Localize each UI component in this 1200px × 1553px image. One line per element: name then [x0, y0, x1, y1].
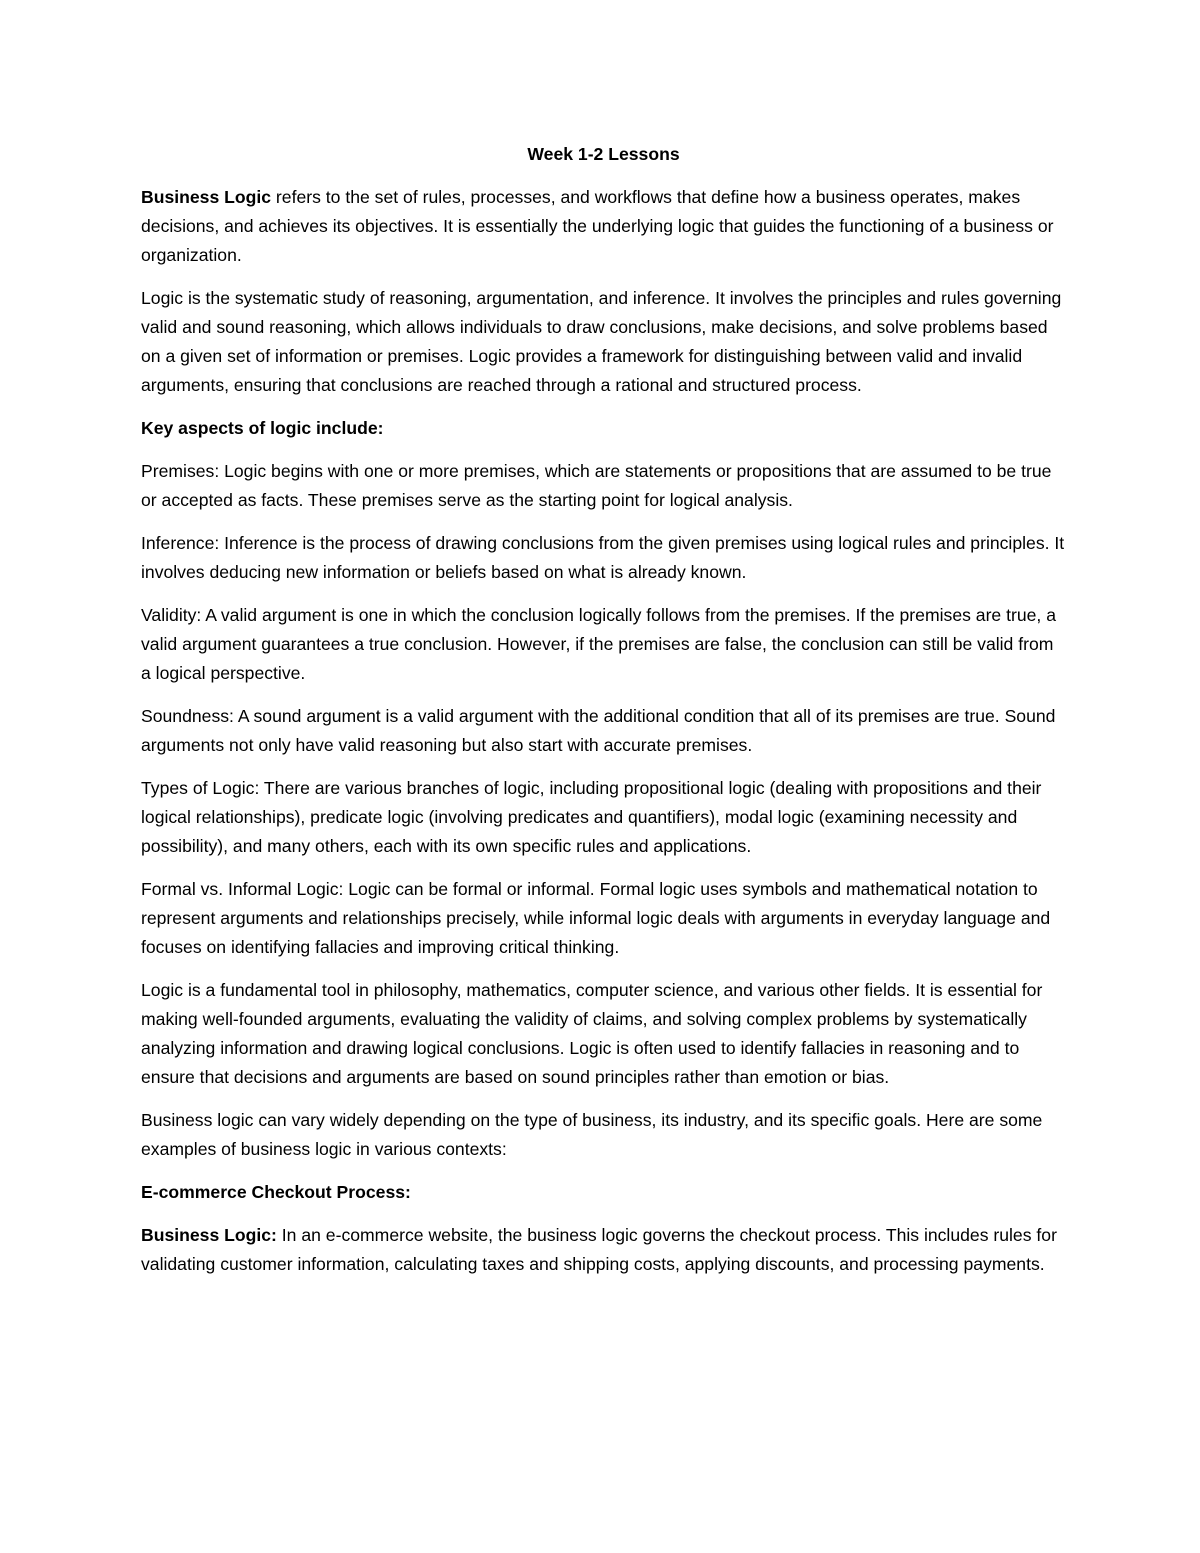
key-aspects-heading: Key aspects of logic include: [141, 418, 384, 438]
fundamental-tool-paragraph: Logic is a fundamental tool in philosophy, mathematics, computer science, and various other fields. It is essential for making well-founded arguments, evaluating the validity of claims, and solving complex problems by systematically analyzing information and drawing logical conclusions. Logic is often used to identify fallacies in reasoning and to ensure that decisions and arguments are based on sound principles rather than emotion or bias. [141, 980, 1043, 1087]
business-logic-varies-paragraph: Business logic can vary widely depending on the type of business, its industry, and its specific goals. Here are some examples of business logic in various contexts: [141, 1110, 1043, 1159]
premises-paragraph: Premises: Logic begins with one or more premises, which are statements or propositions that are assumed to be true or accepted as facts. These premises serve as the starting point for logical analysis. [141, 461, 1052, 510]
soundness-paragraph: Soundness: A sound argument is a valid argument with the additional condition that all of its premises are true. Sound arguments not only have valid reasoning but also start with accurate premises. [141, 706, 1056, 755]
intro-paragraph [141, 183, 1066, 270]
logic-definition-paragraph: Logic is the systematic study of reasoning, argumentation, and inference. It involves the principles and rules governing valid and sound reasoning, which allows individuals to draw conclusions, make decisions, and solve problems based on a given set of information or premises. Logic provides a framework for distinguishing between valid and invalid arguments, ensuring that conclusions are reached through a rational and structured process. [141, 288, 1062, 395]
formal-informal-paragraph: Formal vs. Informal Logic: Logic can be formal or informal. Formal logic uses symbols and mathematical notation to represent arguments and relationships precisely, while informal logic deals with arguments in everyday language and focuses on identifying fallacies and improving critical thinking. [141, 879, 1051, 957]
document-title: Week 1-2 Lessons [527, 144, 680, 164]
ecommerce-heading: E-commerce Checkout Process: [141, 1182, 411, 1202]
intro-lead: Business Logic [141, 187, 272, 207]
ecommerce-text: In an e-commerce website, the business logic governs the checkout process. This includes rules for validating customer information, calculating taxes and shipping costs, applying discounts, and processing payments. [141, 1225, 1057, 1274]
document-page [141, 140, 1066, 1293]
ecommerce-paragraph [141, 1221, 1066, 1279]
intro-text: refers to the set of rules, processes, and workflows that define how a business operates, makes decisions, and achieves its objectives. It is essentially the underlying logic that guides the functioning of a business or organization. [141, 187, 1054, 265]
ecommerce-lead: Business Logic: [141, 1225, 277, 1245]
types-of-logic-paragraph: Types of Logic: There are various branches of logic, including propositional logic (dealing with propositions and their logical relationships), predicate logic (involving predicates and quantifiers), modal logic (examining necessity and possibility), and many others, each with its own specific rules and applications. [141, 778, 1042, 856]
inference-paragraph: Inference: Inference is the process of drawing conclusions from the given premises using logical rules and principles. It involves deducing new information or beliefs based on what is already known. [141, 533, 1065, 582]
validity-paragraph: Validity: A valid argument is one in which the conclusion logically follows from the premises. If the premises are true, a valid argument guarantees a true conclusion. However, if the premises are false, the conclusion can still be valid from a logical perspective. [141, 605, 1056, 683]
